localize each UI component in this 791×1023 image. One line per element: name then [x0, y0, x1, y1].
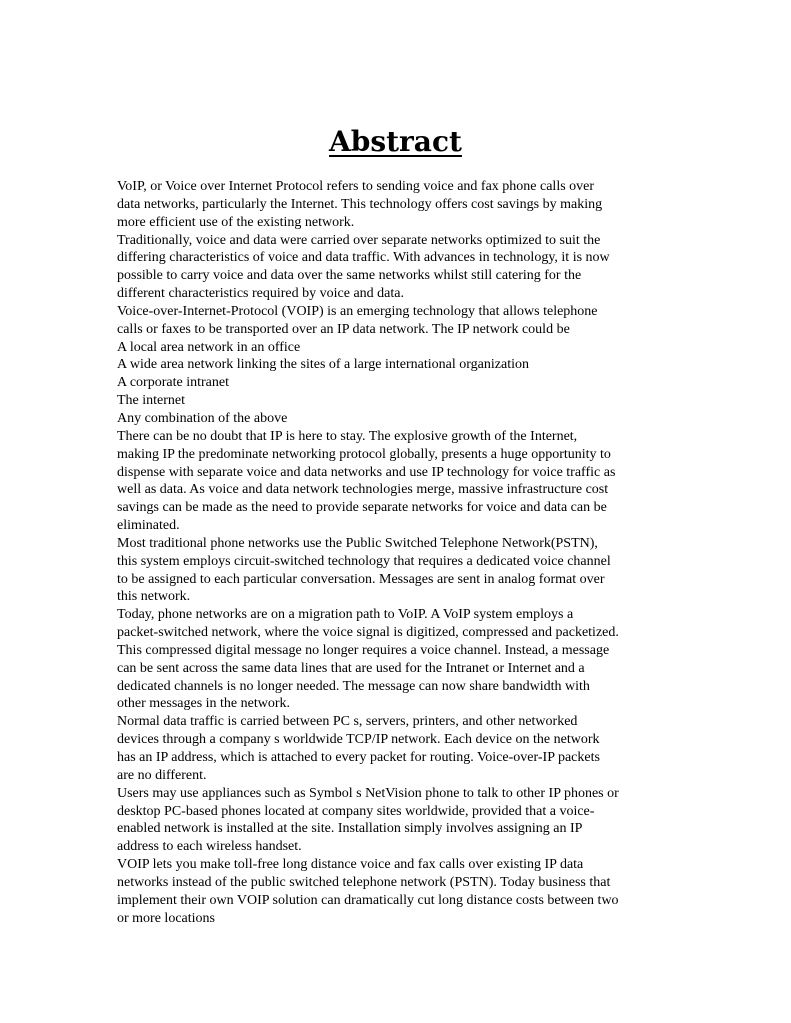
text-line: packet-switched network, where the voice signal is digitized, compressed and packetized. [117, 625, 619, 641]
text-line: implement their own VOIP solution can dramatically cut long distance costs between two [117, 892, 619, 908]
text-line: this system employs circuit-switched technology that requires a dedicated voice channel [117, 553, 611, 569]
text-line: possible to carry voice and data over the same networks whilst still catering for the [117, 268, 582, 284]
text-line: Any combination of the above [117, 410, 288, 426]
text-line: A wide area network linking the sites of a large international organization [117, 357, 529, 373]
text-line: has an IP address, which is attached to every packet for routing. Voice-over-IP packets [117, 750, 600, 765]
text-line: well as data. As voice and data network technologies merge, massive infrastructure cost [117, 482, 609, 498]
text-line: other messages in the network. [117, 696, 291, 712]
text-line: more efficient use of the existing network. [117, 214, 355, 230]
text-line: desktop PC-based phones located at company sites worldwide, provided that a voice- [117, 803, 595, 819]
text-line: to be assigned to each particular conversation. Messages are sent in analog format over [117, 571, 605, 587]
text-line: data networks, particularly the Internet. This technology offers cost savings by making [117, 196, 603, 212]
text-line: eliminated. [117, 518, 180, 534]
text-line: networks instead of the public switched telephone network (PSTN). Today business that [117, 874, 611, 890]
page-title: Abstract [329, 125, 462, 158]
text-line: Traditionally, voice and data were carried over separate networks optimized to suit the [117, 232, 601, 248]
text-line: are no different. [117, 767, 207, 783]
text-line: VOIP lets you make toll-free long distance voice and fax calls over existing IP data [117, 857, 584, 873]
text-line: dispense with separate voice and data networks and use IP technology for voice traffic as [117, 464, 616, 480]
text-line: A local area network in an office [117, 339, 301, 355]
text-line: calls or faxes to be transported over an IP data network. The IP network could be [117, 321, 570, 337]
text-line: There can be no doubt that IP is here to stay. The explosive growth of the Internet, [117, 428, 578, 444]
text-line: different characteristics required by voice and data. [117, 286, 404, 302]
text-line: Voice-over-Internet-Protocol (VOIP) is an emerging technology that allows telephone [117, 303, 598, 319]
text-line: VoIP, or Voice over Internet Protocol refers to sending voice and fax phone calls over [117, 179, 595, 194]
text-line: A corporate intranet [117, 375, 229, 391]
text-line: this network. [117, 589, 191, 605]
text-line: or more locations [117, 910, 215, 926]
text-line: The internet [117, 393, 186, 409]
text-line: Normal data traffic is carried between PC s, servers, printers, and other networked [117, 714, 578, 730]
text-line: Most traditional phone networks use the Public Switched Telephone Network(PSTN), [117, 535, 598, 551]
text-line: making IP the predominate networking protocol globally, presents a huge opportunity to [117, 446, 611, 462]
document-body [117, 178, 682, 927]
text-line: enabled network is installed at the site. Installation simply involves assigning an IP [117, 821, 583, 837]
text-line: address to each wireless handset. [117, 839, 302, 855]
text-line: dedicated channels is no longer needed. The message can now share bandwidth with [117, 678, 590, 694]
text-line: can be sent across the same data lines that are used for the Intranet or Internet and a [117, 660, 585, 676]
text-line: Today, phone networks are on a migration path to VoIP. A VoIP system employs a [117, 607, 574, 623]
text-line: devices through a company s worldwide TCP/IP network. Each device on the network [117, 732, 600, 748]
text-line: This compressed digital message no longer requires a voice channel. Instead, a message [117, 642, 610, 658]
text-line: differing characteristics of voice and data traffic. With advances in technology, it is now [117, 250, 610, 266]
text-line: Users may use appliances such as Symbol s NetVision phone to talk to other IP phones or [117, 785, 619, 801]
text-line: savings can be made as the need to provide separate networks for voice and data can be [117, 500, 607, 516]
